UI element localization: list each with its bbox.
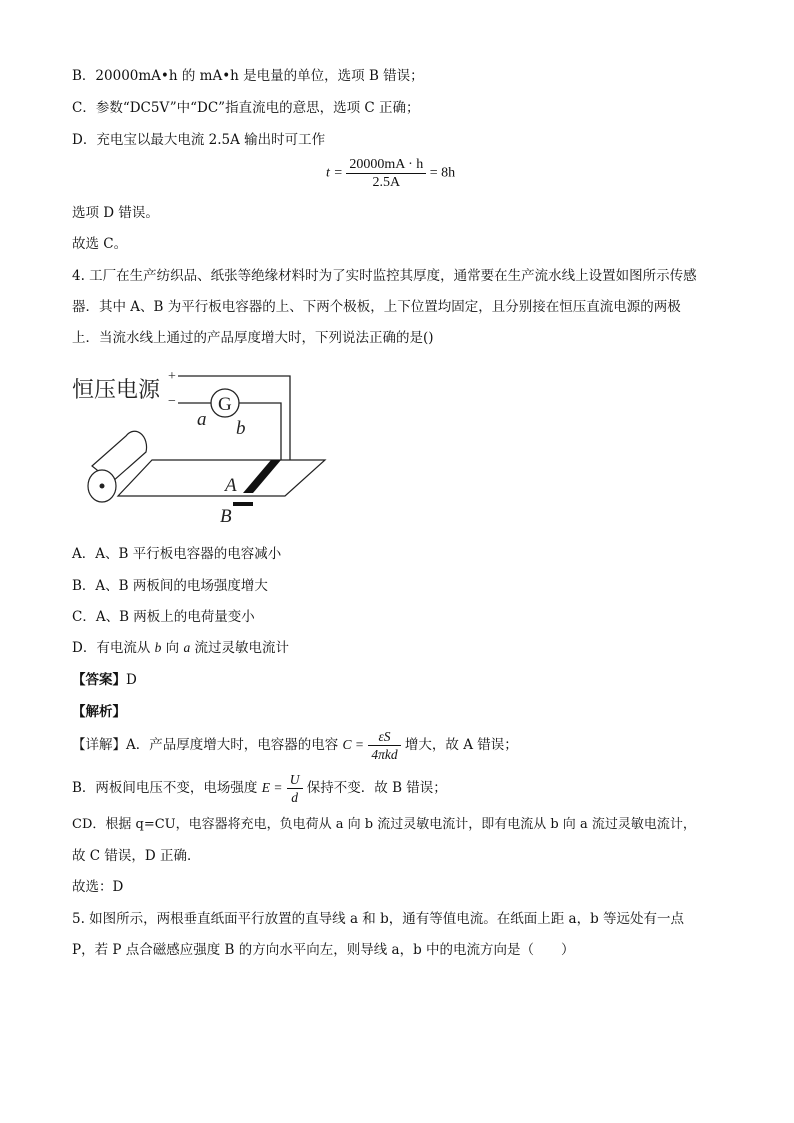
question-5-line-1: 5. 如图所示，两根垂直纸面平行放置的直导线 a 和 b，通有等值电流。在纸面上距 a，b 等远处有一点: [72, 911, 685, 927]
roller-axle: [100, 484, 105, 489]
option-d-b: b: [154, 640, 162, 655]
option-d-mid: 向: [161, 640, 184, 656]
detail-line: [72, 727, 518, 763]
plus-sign: +: [168, 369, 176, 384]
terminal-b-label: b: [236, 418, 246, 439]
question-4-line-2: 器．其中 A、B 为平行板电容器的上、下两个极板，上下位置均固定，且分别接在恒压直流电源的两极: [72, 299, 681, 315]
formula-c-fraction: [368, 728, 400, 763]
question-4-line-3: 上．当流水线上通过的产品厚度增大时，下列说法正确的是(): [72, 330, 434, 346]
formula-t-denominator: 2.5A: [372, 175, 401, 190]
power-source-label: 恒压电源: [72, 378, 161, 403]
b-suffix: 保持不变．故 B 错误；: [306, 780, 447, 796]
cd-line: CD．根据 q=CU，电容器将充电，负电荷从 a 向 b 流过灵敏电流计，即有电流从 b 向 a 流过灵敏电流计，: [72, 817, 696, 832]
answer-label: 【答案】: [72, 672, 126, 688]
minus-sign: −: [168, 394, 176, 409]
formula-c-lhs: C =: [342, 737, 365, 752]
line-option-b: B．20000mA•h 的 mA•h 是电量的单位，选项 B 错误；: [72, 68, 424, 84]
formula-e-numerator: U: [287, 771, 303, 789]
option-d: [72, 638, 289, 658]
detail-suffix: 增大，故 A 错误；: [404, 737, 518, 753]
option-b: B．A、B 两板间的电场强度增大: [72, 578, 268, 594]
plate-a-label: A: [225, 475, 237, 496]
answer-value: D: [126, 672, 137, 688]
option-d-a: a: [183, 640, 191, 655]
final-answer: 故选：D: [72, 879, 124, 895]
detail-prefix: 【详解】A．产品厚度增大时，电容器的电容: [72, 737, 343, 753]
formula-t: [326, 156, 455, 191]
capacitor-sensor-figure: [70, 368, 340, 528]
line-option-d-wrong: 选项 D 错误。: [72, 205, 159, 221]
formula-t-numerator: 20000mA · h: [346, 156, 426, 174]
galvanometer-label: G: [218, 394, 232, 415]
formula-c-numerator: εS: [368, 728, 400, 746]
formula-c-denominator: 4πkd: [371, 747, 398, 762]
analysis-label: 【解析】: [72, 704, 126, 720]
formula-e-lhs: E =: [261, 780, 283, 795]
formula-t-rhs: = 8h: [429, 165, 456, 181]
line-option-c: C．参数“DC5V”中“DC”指直流电的意思，选项 C 正确；: [72, 100, 420, 116]
positive-wire: [178, 376, 290, 460]
line-option-d: D．充电宝以最大电流 2.5A 输出时可工作: [72, 132, 326, 148]
option-c: C．A、B 两板上的电荷量变小: [72, 609, 255, 625]
answer-line: [72, 670, 137, 690]
formula-e-fraction: [287, 771, 303, 806]
option-a: A．A、B 平行板电容器的电容减小: [72, 546, 282, 562]
formula-t-fraction: [346, 156, 426, 191]
question-5-line-2: P，若 P 点合磁感应强度 B 的方向水平向左，则导线 a，b 中的电流方向是（ ）: [72, 942, 575, 958]
line-choose-c: 故选 C。: [72, 236, 128, 252]
question-4-line-1: 4. 工厂在生产纺织品、纸张等绝缘材料时为了实时监控其厚度，通常要在生产流水线上设置如图所示传感: [72, 268, 697, 284]
formula-e-denominator: d: [291, 790, 298, 805]
plate-b-label: B: [220, 506, 232, 527]
b-line: [72, 770, 447, 806]
terminal-a-label: a: [197, 409, 207, 430]
b-prefix: B．两板间电压不变，电场强度: [72, 780, 262, 796]
material-sheet: [118, 460, 325, 496]
option-d-suffix: 流过灵敏电流计: [190, 640, 290, 656]
cd-line-2: 故 C 错误，D 正确．: [72, 848, 201, 864]
formula-t-lhs: t =: [326, 165, 343, 181]
plate-b: [233, 502, 253, 506]
option-d-prefix: D．有电流从: [72, 640, 155, 656]
